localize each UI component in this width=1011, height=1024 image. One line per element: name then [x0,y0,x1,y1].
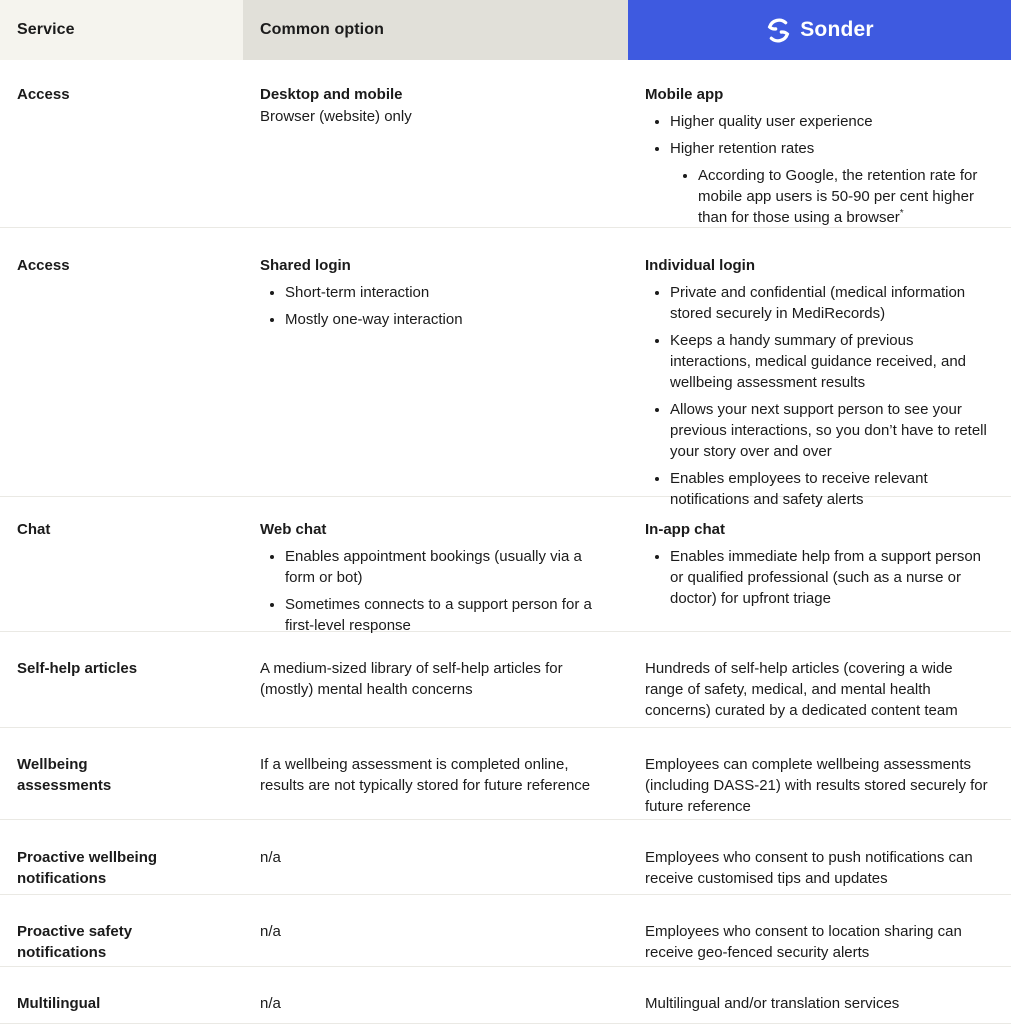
bullet-list [260,546,600,636]
table-row [0,228,1011,508]
common-option-cell [243,754,628,819]
cell-text: Employees who consent to location sharing can receive geo-fenced security alerts [645,923,962,961]
sonder-cell [628,847,1011,894]
bullet-list [645,111,993,228]
cell-text: n/a [260,849,281,866]
bullet-item [670,138,993,228]
cell-title: Shared login [260,257,351,274]
cell-text: Employees can complete wellbeing assessments (including DASS-21) with results stored securely for future reference [645,756,988,815]
cell-title: Mobile app [645,86,724,103]
header-service [0,0,243,60]
service-label: Proactive safety notifications [17,923,133,961]
bullet-item: • Enables appointment bookings (usually via a form or bot) [285,546,600,588]
common-option-cell [243,658,628,727]
service-label: Self-help articles [17,660,138,677]
sonder-wordmark: Sonder [800,18,874,41]
table-row [0,60,1011,228]
cell-title: In-app chat [645,521,726,538]
sonder-cell [628,993,1011,1023]
footnote-asterisk: * [899,208,904,219]
table-row [0,820,1011,895]
service-cell [0,847,243,894]
cell-text: n/a [260,923,281,940]
bullet-item: • Higher quality user experience [670,111,993,132]
service-cell [0,658,243,727]
table-row [0,497,1011,632]
service-cell [0,84,243,228]
header-common-option [243,0,628,60]
bullet-item: • Enables immediate help from a support person or qualified professional (such as a nurse or doctor) for upfront triage [670,546,993,609]
service-cell [0,255,243,510]
service-label: Proactive wellbeing notifications [17,849,158,887]
service-label: Access [17,86,70,103]
sonder-cell [628,754,1011,819]
service-label: Multilingual [17,995,101,1012]
cell-text: If a wellbeing assessment is completed online, results are not typically stored for future reference [260,756,591,794]
header-service-label: Service [17,21,75,38]
sonder-cell [628,921,1011,966]
service-cell [0,921,243,966]
common-option-cell [243,993,628,1023]
service-cell [0,754,243,819]
common-option-cell [243,847,628,894]
header-common-label: Common option [260,21,384,38]
service-label: Wellbeing assessments [17,756,112,794]
cell-title: Individual login [645,257,755,274]
sonder-logo-icon [765,17,792,44]
cell-text: Browser (website) only [260,108,412,125]
cell-title: Web chat [260,521,327,538]
common-option-cell [243,519,628,636]
bullet-list [645,546,993,609]
bullet-item: • Allows your next support person to see your previous interactions, so you don’t have to retell your story over and over [670,399,993,462]
sonder-cell [628,519,1011,636]
cell-text: n/a [260,995,281,1012]
table-row [0,895,1011,967]
bullet-item: • Short-term interaction [285,282,600,303]
service-label: Access [17,257,70,274]
common-option-cell [243,255,628,510]
common-option-cell [243,84,628,228]
cell-title: Desktop and mobile [260,86,403,103]
sonder-cell [628,255,1011,510]
bullet-list [260,282,600,330]
bullet-item: • Sometimes connects to a support person for a first-level response [285,594,600,636]
bullet-item: • Mostly one-way interaction [285,309,600,330]
bullet-text: Higher retention rates [670,140,815,157]
bullet-item: • Enables employees to receive relevant notifications and safety alerts [670,468,993,510]
bullet-item: • Private and confidential (medical information stored securely in MediRecords) [670,282,993,324]
table-row [0,728,1011,820]
bullet-item [698,165,993,228]
service-cell [0,519,243,636]
service-cell [0,993,243,1023]
cell-text: A medium-sized library of self-help articles for (mostly) mental health concerns [260,660,563,698]
nested-bullet-list [670,165,993,228]
table-header [0,0,1011,60]
cell-text: Employees who consent to push notifications can receive customised tips and updates [645,849,973,887]
cell-text: Multilingual and/or translation services [645,995,900,1012]
service-label: Chat [17,521,51,538]
sonder-cell [628,84,1011,228]
bullet-list [645,282,993,510]
common-option-cell [243,921,628,966]
sonder-cell [628,658,1011,727]
bullet-text: According to Google, the retention rate for mobile app users is 50-90 per cent higher than for those using a browser [698,167,978,226]
header-sonder [628,0,1011,60]
table-row [0,967,1011,1024]
table-row [0,632,1011,728]
cell-text: Hundreds of self-help articles (covering a wide range of safety, medical, and mental health concerns) curated by a dedicated content team [645,660,958,719]
bullet-item: • Keeps a handy summary of previous interactions, medical guidance received, and wellbeing assessment results [670,330,993,393]
